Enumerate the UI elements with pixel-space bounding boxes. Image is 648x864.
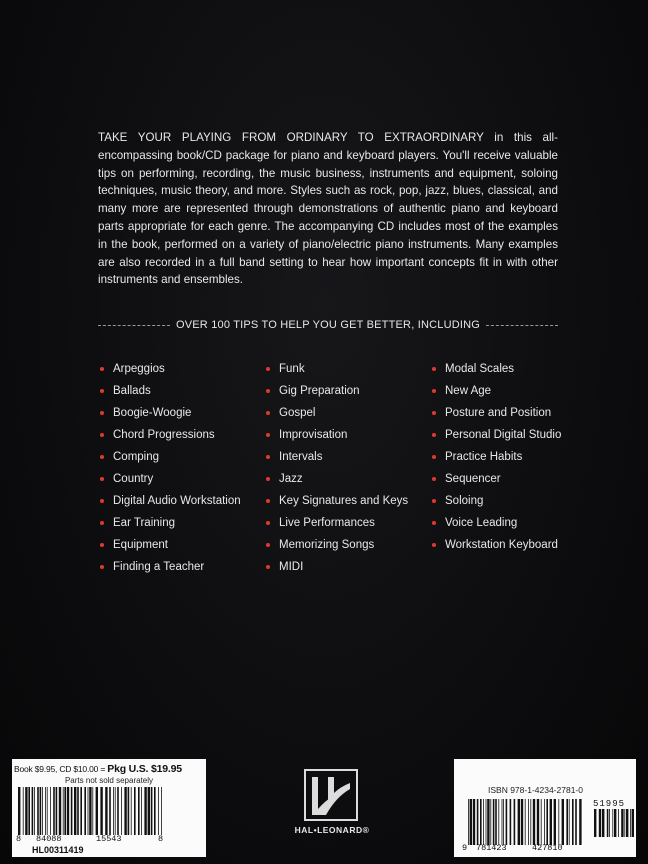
isbn-box [454, 759, 636, 857]
barcode-bar [506, 799, 508, 845]
barcode-bar [144, 787, 146, 835]
barcode-bar [92, 787, 93, 835]
intro-lead: TAKE YOUR PLAYING FROM ORDINARY TO EXTRAORDINARY [98, 131, 484, 144]
bullet-icon [266, 389, 270, 393]
barcode-bar [544, 799, 545, 845]
bullet-icon [100, 543, 104, 547]
tips-column-2 [266, 361, 436, 581]
bullet-icon [100, 367, 104, 371]
bullet-icon [432, 389, 436, 393]
barcode-bar [115, 787, 116, 835]
barcode-bar [45, 787, 46, 835]
bullet-icon [266, 433, 270, 437]
tip-item: Modal Scales [432, 361, 602, 383]
barcode-bar [602, 809, 604, 837]
barcode-bar [131, 787, 132, 835]
barcode-bar [23, 787, 24, 835]
tip-item: Workstation Keyboard [432, 537, 602, 559]
bullet-icon [266, 455, 270, 459]
barcode-bar [74, 787, 76, 835]
barcode-bar [161, 787, 162, 835]
tip-item: Improvisation [266, 427, 436, 449]
barcode-bar [566, 799, 568, 845]
upc-digit-group: 8 [16, 834, 22, 844]
upc-digit-group: 84088 [36, 834, 62, 844]
barcode-bar [607, 809, 609, 837]
bullet-icon [100, 477, 104, 481]
barcode-bar [493, 799, 495, 845]
barcode-bar [71, 787, 73, 835]
barcode-bar [579, 799, 581, 845]
bullet-icon [100, 411, 104, 415]
barcode-bar [626, 809, 628, 837]
barcode-bar [609, 809, 610, 837]
barcode-bar [572, 799, 574, 845]
barcode-bar [483, 799, 484, 845]
intro-paragraph [98, 129, 558, 289]
barcode-bar [113, 787, 114, 835]
bullet-icon [266, 411, 270, 415]
isbn-addon-barcode [592, 809, 634, 837]
barcode-bar [100, 787, 102, 835]
isbn-label: ISBN 978-1-4234-2781-0 [488, 785, 583, 795]
barcode-bar [630, 809, 631, 837]
barcode-bar [575, 799, 577, 845]
barcode-bar [558, 799, 559, 845]
tip-item: Country [100, 471, 270, 493]
barcode-bar [128, 787, 130, 835]
tip-item: Soloing [432, 493, 602, 515]
barcode-bar [514, 799, 516, 845]
bullet-icon [266, 477, 270, 481]
barcode-bar [612, 809, 613, 837]
bullet-icon [100, 455, 104, 459]
tip-item: Ballads [100, 383, 270, 405]
price-box [12, 759, 206, 857]
barcode-bar [80, 787, 82, 835]
barcode-bar [148, 787, 150, 835]
dashed-rule-right [486, 325, 558, 326]
tip-item: Gospel [266, 405, 436, 427]
barcode-bar [541, 799, 542, 845]
barcode-bar [25, 787, 27, 835]
barcode-bar [487, 799, 489, 845]
barcode-bar [528, 799, 529, 845]
barcode-bar [77, 787, 79, 835]
bullet-icon [100, 499, 104, 503]
bullet-icon [432, 477, 436, 481]
barcode-bar [134, 787, 136, 835]
barcode-bar [141, 787, 142, 835]
barcode-bar [34, 787, 35, 835]
bullet-icon [100, 565, 104, 569]
tips-heading: OVER 100 TIPS TO HELP YOU GET BETTER, INCLUDING [175, 319, 481, 331]
price-line [14, 764, 204, 774]
barcode-bar [525, 799, 526, 845]
barcode-bar [546, 799, 548, 845]
barcode-bar [158, 787, 159, 835]
barcode-bar [618, 809, 619, 837]
tip-item: Funk [266, 361, 436, 383]
tip-item: Sequencer [432, 471, 602, 493]
upc-barcode [16, 787, 166, 835]
tip-item: Memorizing Songs [266, 537, 436, 559]
tip-item: Chord Progressions [100, 427, 270, 449]
tips-column-1 [100, 361, 270, 581]
barcode-bar [64, 787, 66, 835]
hal-leonard-mark-icon [304, 769, 358, 821]
bullet-icon [432, 367, 436, 371]
barcode-bar [599, 809, 601, 837]
tip-item: Digital Audio Workstation [100, 493, 270, 515]
barcode-bar [138, 787, 140, 835]
tip-item: Equipment [100, 537, 270, 559]
barcode-bar [47, 787, 48, 835]
barcode-bar [624, 809, 625, 837]
barcode-bar [89, 787, 91, 835]
tip-item: Live Performances [266, 515, 436, 537]
barcode-bar [468, 799, 469, 845]
barcode-bar [470, 799, 472, 845]
barcode-bar [121, 787, 122, 835]
tip-item: Finding a Teacher [100, 559, 270, 581]
isbn-digits [462, 843, 588, 853]
barcode-bar [42, 787, 43, 835]
barcode-bar [18, 787, 20, 835]
barcode-bar [562, 799, 564, 845]
intro-body: in this all-encompassing book/CD package for piano and keyboard players. You'll receive valuable tips on performing, recording, the music business, instruments and equipment, soloing techniques, music theory, and more. Styles such as rock, pop, jazz, blues, classical, and many more are represented through demonstrations of authentic piano and keyboard parts appropriate for each genre. The accompanying CD includes most of the examples in the book, performed on a variety of piano/electric piano instruments. Many examples are also recorded in a full band setting to hear how important concepts fit in with other instruments and ensembles. [98, 131, 558, 287]
barcode-bar [117, 787, 119, 835]
bullet-icon [266, 499, 270, 503]
barcode-bar [109, 787, 111, 835]
price-breakdown: Book $9.95, CD $10.00 = [14, 764, 108, 774]
tip-item: Jazz [266, 471, 436, 493]
isbn-barcode [466, 799, 586, 845]
isbn-addon-digits: 51995 [593, 799, 626, 809]
dashed-rule-left [98, 325, 170, 326]
barcode-bar [510, 799, 512, 845]
barcode-bar [105, 787, 107, 835]
tip-item: Ear Training [100, 515, 270, 537]
barcode-bar [37, 787, 39, 835]
barcode-bar [502, 799, 503, 845]
barcode-bar [151, 787, 153, 835]
barcode-bar [32, 787, 34, 835]
barcode-bar [63, 787, 64, 835]
package-price: Pkg U.S. $19.95 [107, 763, 182, 775]
barcode-bar [40, 787, 42, 835]
barcode-bar [50, 787, 51, 835]
bullet-icon [266, 565, 270, 569]
bullet-icon [266, 367, 270, 371]
barcode-bar [503, 799, 504, 845]
barcode-bar [67, 787, 69, 835]
barcode-bar [490, 799, 491, 845]
isbn-digit-group: 781423 [476, 843, 507, 853]
barcode-bar [533, 799, 535, 845]
barcode-bar [84, 787, 86, 835]
barcode-bar [537, 799, 539, 845]
upc-digits [16, 834, 164, 844]
tip-item: Boogie-Woogie [100, 405, 270, 427]
barcode-bar [530, 799, 531, 845]
tip-item: Arpeggios [100, 361, 270, 383]
tip-item: New Age [432, 383, 602, 405]
bullet-icon [100, 389, 104, 393]
tip-item: Personal Digital Studio [432, 427, 602, 449]
tip-item: Practice Habits [432, 449, 602, 471]
isbn-digit-group: 427810 [532, 843, 563, 853]
barcode-bar [473, 799, 475, 845]
tip-item: Gig Preparation [266, 383, 436, 405]
barcode-bar [569, 799, 570, 845]
barcode-bar [124, 787, 126, 835]
tip-item: Posture and Position [432, 405, 602, 427]
barcode-bar [59, 787, 61, 835]
tips-divider [98, 318, 558, 332]
barcode-bar [498, 799, 499, 845]
barcode-bar [614, 809, 616, 837]
bullet-icon [100, 521, 104, 525]
barcode-bar [632, 809, 634, 837]
product-code: HL00311419 [32, 845, 84, 855]
bullet-icon [432, 433, 436, 437]
barcode-bar [554, 799, 556, 845]
bullet-icon [266, 521, 270, 525]
barcode-bar [28, 787, 30, 835]
tips-column-3 [432, 361, 602, 559]
barcode-bar [480, 799, 482, 845]
bullet-icon [432, 521, 436, 525]
barcode-bar [518, 799, 520, 845]
isbn-digit-group: 9 [462, 843, 468, 853]
upc-digit-group: 15543 [96, 834, 122, 844]
barcode-bar [53, 787, 55, 835]
publisher-logo [286, 769, 378, 857]
barcode-bar [621, 809, 623, 837]
publisher-name: HAL•LEONARD® [294, 825, 370, 835]
barcode-bar [495, 799, 497, 845]
upc-digit-group: 8 [158, 834, 164, 844]
tip-item: Intervals [266, 449, 436, 471]
tip-item: Comping [100, 449, 270, 471]
barcode-bar [521, 799, 523, 845]
parts-note: Parts not sold separately [64, 776, 154, 785]
barcode-bar [486, 799, 487, 845]
bullet-icon [432, 543, 436, 547]
bullet-icon [432, 455, 436, 459]
barcode-bar [594, 809, 596, 837]
bullet-icon [432, 499, 436, 503]
tip-item: MIDI [266, 559, 436, 581]
bullet-icon [432, 411, 436, 415]
tip-item: Key Signatures and Keys [266, 493, 436, 515]
bullet-icon [266, 543, 270, 547]
barcode-bar [56, 787, 58, 835]
barcode-bar [550, 799, 552, 845]
bullet-icon [100, 433, 104, 437]
barcode-bar [154, 787, 156, 835]
barcode-bar [88, 787, 89, 835]
barcode-bar [477, 799, 479, 845]
tip-item: Voice Leading [432, 515, 602, 537]
barcode-bar [96, 787, 98, 835]
